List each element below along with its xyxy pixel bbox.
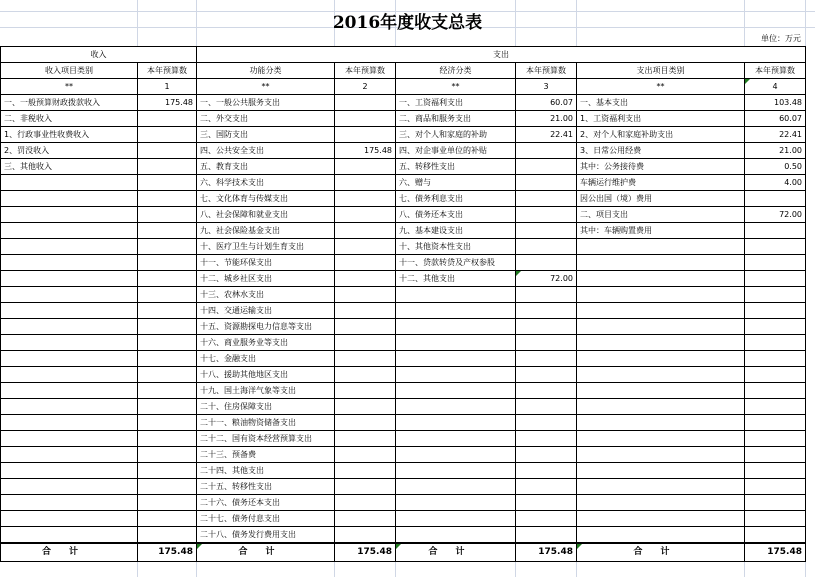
mark-cell: **: [1, 79, 138, 95]
economic-category-cell: [396, 303, 516, 319]
functional-budget-cell: [335, 431, 396, 447]
table-row: [1, 527, 806, 544]
economic-budget-cell: [516, 303, 577, 319]
expense-category-cell: [577, 239, 745, 255]
table-row: [1, 143, 806, 159]
table-row: [1, 127, 806, 143]
table-row: [1, 319, 806, 335]
functional-category-cell: 二、外交支出: [197, 111, 335, 127]
functional-category-cell: 十七、金融支出: [197, 351, 335, 367]
income-category-cell: 三、其他收入: [1, 159, 138, 175]
table-row: [1, 415, 806, 431]
expense-category-cell: 3、日常公用经费: [577, 143, 745, 159]
economic-budget-cell: [516, 399, 577, 415]
functional-category-cell: 二十四、其他支出: [197, 463, 335, 479]
expense-budget-cell: 72.00: [745, 207, 806, 223]
economic-category-cell: 三、对个人和家庭的补助: [396, 127, 516, 143]
expense-category-cell: [577, 431, 745, 447]
functional-category-cell: 二十一、粮油物资储备支出: [197, 415, 335, 431]
income-category-cell: [1, 303, 138, 319]
income-category-cell: 2、罚没收入: [1, 143, 138, 159]
income-budget-cell: [138, 111, 197, 127]
expense-category-cell: [577, 255, 745, 271]
table-row: [1, 223, 806, 239]
budget-table: [0, 46, 806, 562]
functional-budget-cell: [335, 271, 396, 287]
mark-cell: 3: [516, 79, 577, 95]
col-header-income-category: 收入项目类别: [1, 63, 138, 79]
expense-budget-cell: 60.07: [745, 111, 806, 127]
income-category-cell: [1, 175, 138, 191]
expense-budget-cell: [745, 495, 806, 511]
income-budget-cell: [138, 383, 197, 399]
expense-budget-cell: [745, 367, 806, 383]
functional-budget-cell: [335, 95, 396, 111]
expense-section-header: 支出: [197, 47, 806, 63]
table-row: [1, 367, 806, 383]
total-value-functional: 175.48: [335, 543, 396, 562]
expense-budget-cell: [745, 399, 806, 415]
income-category-cell: [1, 191, 138, 207]
income-budget-cell: [138, 127, 197, 143]
expense-category-cell: [577, 527, 745, 544]
expense-category-cell: [577, 479, 745, 495]
economic-category-cell: [396, 511, 516, 527]
economic-category-cell: [396, 431, 516, 447]
expense-budget-cell: [745, 527, 806, 544]
income-category-cell: [1, 527, 138, 544]
functional-budget-cell: [335, 319, 396, 335]
expense-category-cell: 一、基本支出: [577, 95, 745, 111]
expense-budget-cell: 21.00: [745, 143, 806, 159]
expense-category-cell: [577, 447, 745, 463]
economic-budget-cell: [516, 447, 577, 463]
income-budget-cell: [138, 367, 197, 383]
income-category-cell: [1, 415, 138, 431]
income-budget-cell: [138, 399, 197, 415]
economic-category-cell: 一、工资福利支出: [396, 95, 516, 111]
economic-budget-cell: [516, 335, 577, 351]
expense-category-cell: [577, 511, 745, 527]
functional-budget-cell: [335, 223, 396, 239]
income-category-cell: [1, 351, 138, 367]
functional-category-cell: 二十二、国有资本经营预算支出: [197, 431, 335, 447]
functional-category-cell: 十、医疗卫生与计划生育支出: [197, 239, 335, 255]
functional-category-cell: 十四、交通运输支出: [197, 303, 335, 319]
functional-category-cell: 二十、住房保障支出: [197, 399, 335, 415]
functional-budget-cell: [335, 175, 396, 191]
income-budget-cell: [138, 447, 197, 463]
functional-budget-cell: [335, 479, 396, 495]
mark-cell: **: [396, 79, 516, 95]
economic-budget-cell: [516, 223, 577, 239]
functional-budget-cell: [335, 463, 396, 479]
expense-category-cell: 车辆运行维护费: [577, 175, 745, 191]
economic-budget-cell: 60.07: [516, 95, 577, 111]
expense-category-cell: [577, 463, 745, 479]
income-budget-cell: [138, 319, 197, 335]
table-row: [1, 479, 806, 495]
functional-category-cell: 十二、城乡社区支出: [197, 271, 335, 287]
income-budget-cell: [138, 223, 197, 239]
income-category-cell: [1, 239, 138, 255]
functional-budget-cell: [335, 399, 396, 415]
economic-category-cell: [396, 479, 516, 495]
economic-budget-cell: 22.41: [516, 127, 577, 143]
income-budget-cell: 175.48: [138, 95, 197, 111]
expense-category-cell: [577, 399, 745, 415]
unit-label: 单位：万元: [761, 34, 801, 43]
functional-category-cell: 四、公共安全支出: [197, 143, 335, 159]
functional-category-cell: 十九、国土海洋气象等支出: [197, 383, 335, 399]
functional-category-cell: 十三、农林水支出: [197, 287, 335, 303]
total-value-income: 175.48: [138, 543, 197, 562]
economic-budget-cell: [516, 143, 577, 159]
income-budget-cell: [138, 191, 197, 207]
income-budget-cell: [138, 463, 197, 479]
economic-budget-cell: [516, 479, 577, 495]
income-budget-cell: [138, 495, 197, 511]
expense-budget-cell: [745, 431, 806, 447]
functional-category-cell: 三、国防支出: [197, 127, 335, 143]
economic-category-cell: 十、其他资本性支出: [396, 239, 516, 255]
table-row: [1, 383, 806, 399]
income-budget-cell: [138, 303, 197, 319]
functional-category-cell: 二十七、债务付息支出: [197, 511, 335, 527]
table-row: [1, 495, 806, 511]
income-budget-cell: [138, 335, 197, 351]
income-category-cell: [1, 335, 138, 351]
mark-cell: 2: [335, 79, 396, 95]
mark-cell: **: [197, 79, 335, 95]
expense-budget-cell: [745, 319, 806, 335]
economic-category-cell: [396, 351, 516, 367]
expense-budget-cell: [745, 303, 806, 319]
expense-budget-cell: [745, 479, 806, 495]
income-category-cell: 一、一般预算财政拨款收入: [1, 95, 138, 111]
expense-category-cell: [577, 383, 745, 399]
economic-category-cell: 六、赠与: [396, 175, 516, 191]
table-title: 2016年度收支总表: [332, 13, 483, 33]
economic-budget-cell: [516, 319, 577, 335]
total-label: 合计: [577, 543, 745, 562]
income-budget-cell: [138, 207, 197, 223]
expense-budget-cell: [745, 511, 806, 527]
economic-budget-cell: [516, 255, 577, 271]
functional-budget-cell: [335, 191, 396, 207]
economic-category-cell: [396, 287, 516, 303]
expense-budget-cell: [745, 351, 806, 367]
economic-category-cell: 四、对企事业单位的补贴: [396, 143, 516, 159]
expense-category-cell: 其中：车辆购置费用: [577, 223, 745, 239]
table-row: [1, 159, 806, 175]
table-row: [1, 351, 806, 367]
table-row: [1, 175, 806, 191]
income-category-cell: [1, 479, 138, 495]
expense-budget-cell: 0.50: [745, 159, 806, 175]
income-budget-cell: [138, 527, 197, 544]
col-header-functional: 功能分类: [197, 63, 335, 79]
functional-budget-cell: [335, 527, 396, 544]
table-row: [1, 271, 806, 287]
income-category-cell: 1、行政事业性收费收入: [1, 127, 138, 143]
income-category-cell: [1, 399, 138, 415]
functional-category-cell: 七、文化体育与传媒支出: [197, 191, 335, 207]
income-category-cell: [1, 383, 138, 399]
functional-category-cell: 十六、商业服务业等支出: [197, 335, 335, 351]
income-category-cell: [1, 495, 138, 511]
economic-category-cell: 九、基本建设支出: [396, 223, 516, 239]
economic-category-cell: [396, 495, 516, 511]
economic-budget-cell: [516, 495, 577, 511]
functional-category-cell: 八、社会保障和就业支出: [197, 207, 335, 223]
expense-category-cell: [577, 271, 745, 287]
functional-category-cell: 六、科学技术支出: [197, 175, 335, 191]
income-category-cell: [1, 255, 138, 271]
functional-budget-cell: [335, 383, 396, 399]
expense-category-cell: 2、对个人和家庭补助支出: [577, 127, 745, 143]
income-category-cell: [1, 319, 138, 335]
expense-category-cell: [577, 415, 745, 431]
functional-budget-cell: [335, 495, 396, 511]
economic-budget-cell: [516, 383, 577, 399]
table-row: [1, 463, 806, 479]
functional-budget-cell: [335, 351, 396, 367]
functional-budget-cell: [335, 303, 396, 319]
table-row: [1, 239, 806, 255]
functional-budget-cell: [335, 255, 396, 271]
economic-category-cell: 二、商品和服务支出: [396, 111, 516, 127]
economic-category-cell: [396, 335, 516, 351]
functional-category-cell: 二十八、债务发行费用支出: [197, 527, 335, 544]
economic-category-cell: [396, 463, 516, 479]
functional-budget-cell: [335, 127, 396, 143]
col-header-expense-category: 支出项目类别: [577, 63, 745, 79]
economic-category-cell: [396, 399, 516, 415]
functional-category-cell: 十五、资源勘探电力信息等支出: [197, 319, 335, 335]
total-value-expense: 175.48: [745, 543, 806, 562]
functional-budget-cell: [335, 287, 396, 303]
income-category-cell: [1, 271, 138, 287]
expense-budget-cell: [745, 223, 806, 239]
mark-cell: 1: [138, 79, 197, 95]
expense-budget-cell: [745, 383, 806, 399]
total-label: 合计: [197, 543, 335, 562]
economic-category-cell: 十一、贷款转贷及产权参股: [396, 255, 516, 271]
income-section-header: 收入: [1, 47, 197, 63]
functional-budget-cell: [335, 159, 396, 175]
expense-category-cell: 1、工资福利支出: [577, 111, 745, 127]
table-row: [1, 447, 806, 463]
economic-budget-cell: [516, 351, 577, 367]
col-header-economic: 经济分类: [396, 63, 516, 79]
total-label: 合计: [1, 543, 138, 562]
col-header-budget-4: 本年预算数: [745, 63, 806, 79]
mark-cell: **: [577, 79, 745, 95]
expense-budget-cell: [745, 447, 806, 463]
income-budget-cell: [138, 415, 197, 431]
table-row: [1, 207, 806, 223]
income-budget-cell: [138, 143, 197, 159]
economic-category-cell: [396, 447, 516, 463]
expense-category-cell: [577, 319, 745, 335]
functional-budget-cell: [335, 367, 396, 383]
income-budget-cell: [138, 479, 197, 495]
expense-budget-cell: [745, 191, 806, 207]
expense-budget-cell: [745, 335, 806, 351]
functional-category-cell: 二十五、转移性支出: [197, 479, 335, 495]
economic-budget-cell: [516, 191, 577, 207]
table-row: [1, 95, 806, 111]
income-category-cell: [1, 367, 138, 383]
economic-budget-cell: 21.00: [516, 111, 577, 127]
mark-cell: 4: [745, 79, 806, 95]
functional-category-cell: 十一、节能环保支出: [197, 255, 335, 271]
expense-budget-cell: [745, 255, 806, 271]
expense-budget-cell: [745, 271, 806, 287]
functional-budget-cell: [335, 511, 396, 527]
expense-budget-cell: [745, 239, 806, 255]
expense-category-cell: [577, 495, 745, 511]
expense-category-cell: [577, 287, 745, 303]
functional-category-cell: 九、社会保险基金支出: [197, 223, 335, 239]
economic-budget-cell: [516, 287, 577, 303]
economic-category-cell: 七、债务利息支出: [396, 191, 516, 207]
economic-budget-cell: [516, 431, 577, 447]
income-category-cell: [1, 287, 138, 303]
functional-budget-cell: [335, 415, 396, 431]
table-row: [1, 255, 806, 271]
expense-category-cell: [577, 303, 745, 319]
table-row: [1, 303, 806, 319]
table-row: [1, 111, 806, 127]
table-row: [1, 399, 806, 415]
table-row: [1, 511, 806, 527]
economic-category-cell: [396, 383, 516, 399]
expense-category-cell: 其中：公务接待费: [577, 159, 745, 175]
expense-category-cell: [577, 351, 745, 367]
economic-category-cell: 八、债务还本支出: [396, 207, 516, 223]
income-budget-cell: [138, 511, 197, 527]
table-row: [1, 431, 806, 447]
expense-category-cell: [577, 335, 745, 351]
economic-budget-cell: [516, 207, 577, 223]
income-budget-cell: [138, 255, 197, 271]
expense-budget-cell: 4.00: [745, 175, 806, 191]
economic-budget-cell: [516, 239, 577, 255]
income-budget-cell: [138, 159, 197, 175]
functional-category-cell: 一、一般公共服务支出: [197, 95, 335, 111]
economic-budget-cell: [516, 527, 577, 544]
economic-category-cell: [396, 367, 516, 383]
expense-category-cell: [577, 367, 745, 383]
col-header-budget-3: 本年预算数: [516, 63, 577, 79]
income-category-cell: 二、非税收入: [1, 111, 138, 127]
income-category-cell: [1, 463, 138, 479]
expense-budget-cell: [745, 287, 806, 303]
functional-category-cell: 五、教育支出: [197, 159, 335, 175]
functional-category-cell: 十八、援助其他地区支出: [197, 367, 335, 383]
functional-category-cell: 二十三、预备费: [197, 447, 335, 463]
income-budget-cell: [138, 271, 197, 287]
income-budget-cell: [138, 431, 197, 447]
expense-budget-cell: [745, 463, 806, 479]
functional-budget-cell: [335, 207, 396, 223]
functional-budget-cell: [335, 111, 396, 127]
economic-budget-cell: [516, 463, 577, 479]
expense-category-cell: 因公出国（境）费用: [577, 191, 745, 207]
expense-category-cell: 二、项目支出: [577, 207, 745, 223]
income-budget-cell: [138, 287, 197, 303]
income-category-cell: [1, 223, 138, 239]
expense-budget-cell: [745, 415, 806, 431]
income-budget-cell: [138, 175, 197, 191]
economic-category-cell: 十二、其他支出: [396, 271, 516, 287]
expense-budget-cell: 103.48: [745, 95, 806, 111]
functional-budget-cell: [335, 335, 396, 351]
functional-budget-cell: [335, 239, 396, 255]
table-row: [1, 191, 806, 207]
income-category-cell: [1, 511, 138, 527]
total-value-economic: 175.48: [516, 543, 577, 562]
expense-budget-cell: 22.41: [745, 127, 806, 143]
economic-category-cell: 五、转移性支出: [396, 159, 516, 175]
income-category-cell: [1, 447, 138, 463]
table-row: [1, 335, 806, 351]
economic-category-cell: [396, 527, 516, 544]
income-category-cell: [1, 207, 138, 223]
economic-category-cell: [396, 319, 516, 335]
col-header-budget-1: 本年预算数: [138, 63, 197, 79]
income-budget-cell: [138, 351, 197, 367]
functional-budget-cell: [335, 447, 396, 463]
total-label: 合计: [396, 543, 516, 562]
functional-budget-cell: 175.48: [335, 143, 396, 159]
economic-budget-cell: [516, 175, 577, 191]
economic-budget-cell: [516, 511, 577, 527]
economic-category-cell: [396, 415, 516, 431]
income-category-cell: [1, 431, 138, 447]
economic-budget-cell: [516, 367, 577, 383]
income-budget-cell: [138, 239, 197, 255]
functional-category-cell: 二十六、债务还本支出: [197, 495, 335, 511]
economic-budget-cell: 72.00: [516, 271, 577, 287]
economic-budget-cell: [516, 159, 577, 175]
economic-budget-cell: [516, 415, 577, 431]
table-row: [1, 287, 806, 303]
col-header-budget-2: 本年预算数: [335, 63, 396, 79]
